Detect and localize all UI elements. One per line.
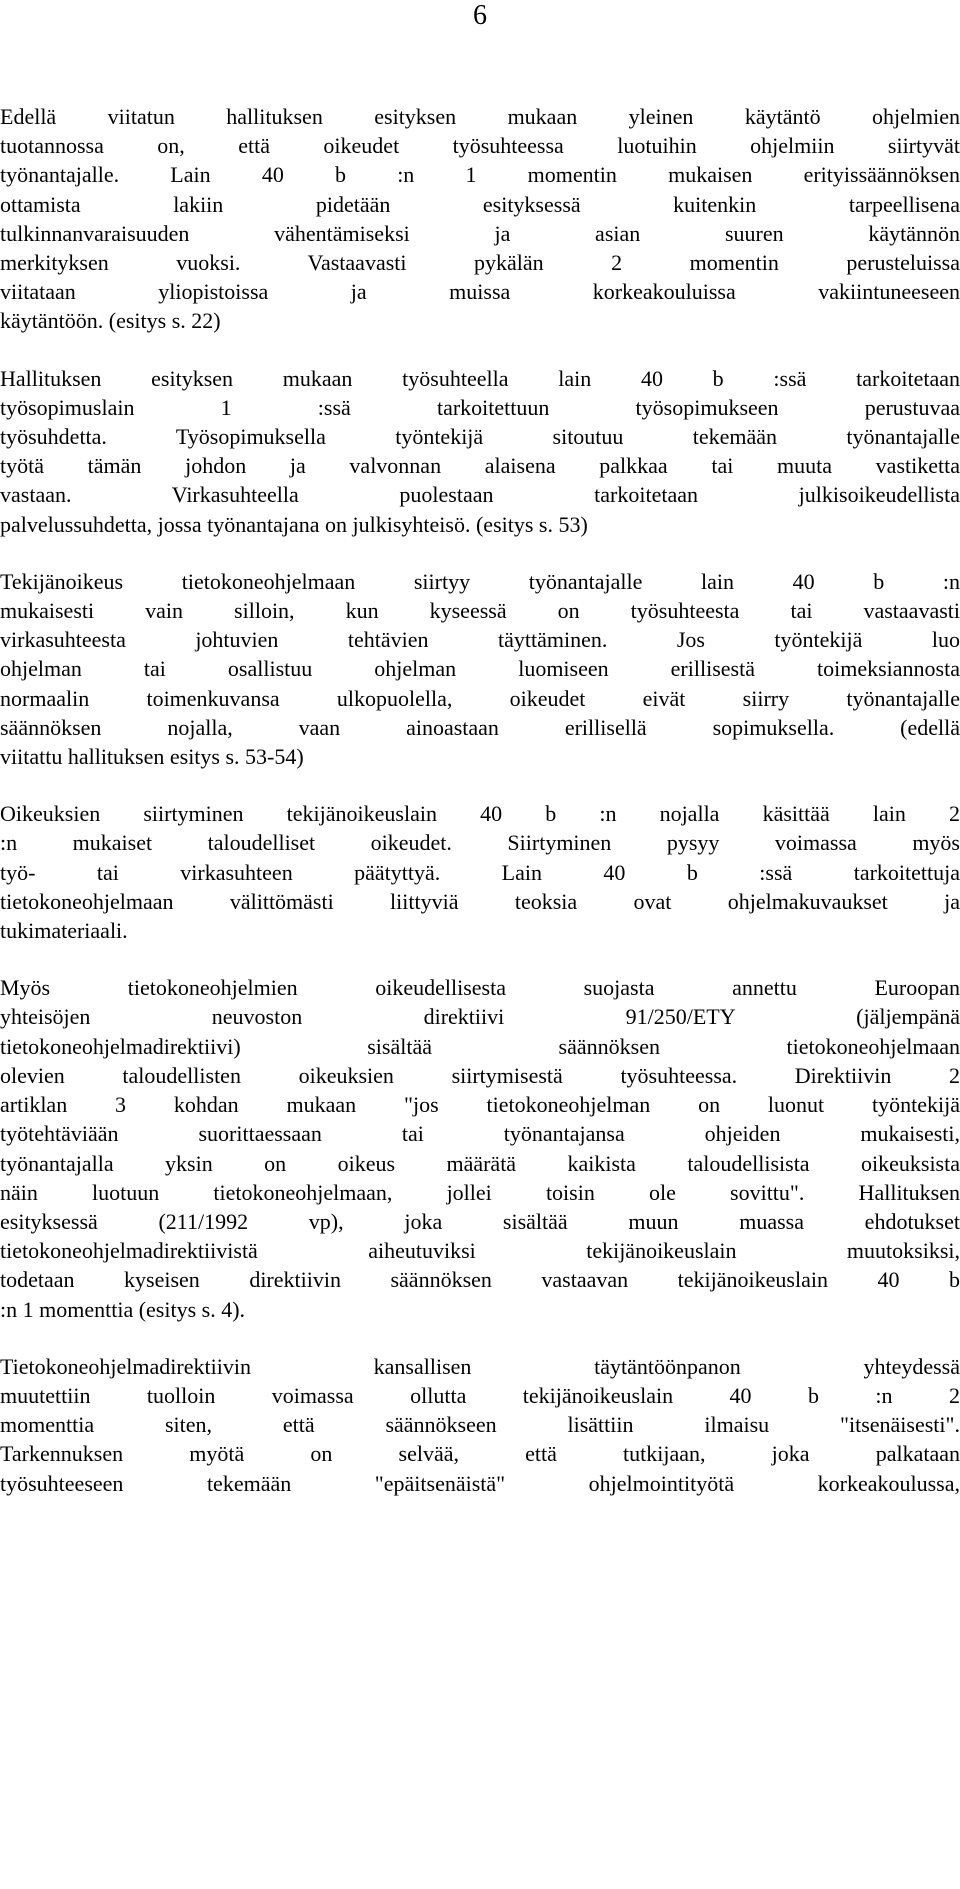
paragraph — [0, 567, 960, 771]
text-line: Hallituksen esityksen mukaan työsuhteella lain 40 b :ssä tarkoitetaan — [0, 365, 960, 391]
paragraph — [0, 1352, 960, 1498]
document-body — [0, 102, 960, 1498]
text-line: mukaisesti vain silloin, kun kyseessä on työsuhteesta tai vastaavasti — [0, 598, 960, 624]
text-line: tulkinnanvaraisuuden vähentämiseksi ja asian suuren käytännön — [0, 220, 960, 246]
text-line: momenttia siten, että säännökseen lisättiin ilmaisu "itsenäisesti". — [0, 1412, 960, 1438]
text-line: työsuhteeseen tekemään "epäitsenäistä" ohjelmointityötä korkeakoulussa, — [0, 1470, 960, 1496]
paragraph — [0, 799, 960, 945]
text-line: työtehtäviään suorittaessaan tai työnantajansa ohjeiden mukaisesti, — [0, 1121, 960, 1147]
text-line: yhteisöjen neuvoston direktiivi 91/250/ETY (jäljempänä — [0, 1004, 960, 1030]
text-line: :n mukaiset taloudelliset oikeudet. Siirtyminen pysyy voimassa myös — [0, 830, 960, 856]
text-line: tukimateriaali. — [0, 918, 128, 944]
text-line: Tarkennuksen myötä on selvää, että tutkijaan, joka palkataan — [0, 1441, 960, 1467]
text-line: tietokoneohjelmadirektiivi) sisältää säännöksen tietokoneohjelmaan — [0, 1033, 960, 1059]
text-line: palvelussuhdetta, jossa työnantajana on julkisyhteisö. (esitys s. 53) — [0, 511, 588, 537]
text-line: olevien taloudellisten oikeuksien siirtymisestä työsuhteessa. Direktiivin 2 — [0, 1062, 960, 1088]
paragraph-gap — [0, 771, 960, 799]
text-line: työsuhdetta. Työsopimuksella työntekijä sitoutuu tekemään työnantajalle — [0, 424, 960, 450]
text-line: tietokoneohjelmaan välittömästi liittyviä teoksia ovat ohjelmakuvaukset ja — [0, 888, 960, 914]
paragraph — [0, 102, 960, 336]
text-line: :n 1 momenttia (esitys s. 4). — [0, 1296, 246, 1322]
text-line: muutettiin tuolloin voimassa ollutta tekijänoikeuslain 40 b :n 2 — [0, 1382, 960, 1408]
paragraph-gap — [0, 336, 960, 364]
text-line: esityksessä (211/1992 vp), joka sisältää muun muassa ehdotukset — [0, 1208, 960, 1234]
text-line: merkityksen vuoksi. Vastaavasti pykälän 2 momentin perusteluissa — [0, 250, 960, 276]
paragraph-gap — [0, 945, 960, 973]
page-number: 6 — [473, 0, 487, 31]
text-line: vastaan. Virkasuhteella puolestaan tarkoitetaan julkisoikeudellista — [0, 482, 960, 508]
text-line: viitattu hallituksen esitys s. 53-54) — [0, 744, 304, 770]
text-line: käytäntöön. (esitys s. 22) — [0, 308, 221, 334]
text-line: todetaan kyseisen direktiivin säännöksen vastaavan tekijänoikeuslain 40 b — [0, 1267, 960, 1293]
text-line: ohjelman tai osallistuu ohjelman luomiseen erillisestä toimeksiannosta — [0, 656, 960, 682]
text-line: ottamista lakiin pidetään esityksessä kuitenkin tarpeellisena — [0, 191, 960, 217]
text-line: näin luotuun tietokoneohjelmaan, jollei toisin ole sovittu". Hallituksen — [0, 1179, 960, 1205]
text-line: työ- tai virkasuhteen päätyttyä. Lain 40 b :ssä tarkoitettuja — [0, 859, 960, 885]
text-line: työtä tämän johdon ja valvonnan alaisena palkkaa tai muuta vastiketta — [0, 453, 960, 479]
text-line: säännöksen nojalla, vaan ainoastaan erillisellä sopimuksella. (edellä — [0, 714, 960, 740]
paragraph-gap — [0, 1324, 960, 1352]
text-line: työsopimuslain 1 :ssä tarkoitettuun työsopimukseen perustuvaa — [0, 394, 960, 420]
text-line: virkasuhteesta johtuvien tehtävien täyttäminen. Jos työntekijä luo — [0, 627, 960, 653]
text-line: työnantajalle. Lain 40 b :n 1 momentin mukaisen erityissäännöksen — [0, 162, 960, 188]
paragraph-gap — [0, 539, 960, 567]
paragraph — [0, 364, 960, 539]
text-line: Edellä viitatun hallituksen esityksen mukaan yleinen käytäntö ohjelmien — [0, 104, 960, 129]
text-line: Tekijänoikeus tietokoneohjelmaan siirtyy työnantajalle lain 40 b :n — [0, 568, 960, 594]
text-line: artiklan 3 kohdan mukaan "jos tietokoneohjelman on luonut työntekijä — [0, 1092, 960, 1118]
text-line: Oikeuksien siirtyminen tekijänoikeuslain 40 b :n nojalla käsittää lain 2 — [0, 801, 960, 827]
paragraph — [0, 973, 960, 1323]
text-line: tietokoneohjelmadirektiivistä aiheutuviksi tekijänoikeuslain muutoksiksi, — [0, 1238, 960, 1264]
text-line: Myös tietokoneohjelmien oikeudellisesta suojasta annettu Euroopan — [0, 975, 960, 1001]
text-line: normaalin toimenkuvansa ulkopuolella, oikeudet eivät siirry työnantajalle — [0, 685, 960, 711]
text-line: viitataan yliopistoissa ja muissa korkeakouluissa vakiintuneeseen — [0, 279, 960, 305]
text-line: työnantajalla yksin on oikeus määrätä kaikista taloudellisista oikeuksista — [0, 1150, 960, 1176]
text-line: Tietokoneohjelmadirektiivin kansallisen täytäntöönpanon yhteydessä — [0, 1353, 960, 1379]
text-line: tuotannossa on, että oikeudet työsuhteessa luotuihin ohjelmiin siirtyvät — [0, 133, 960, 159]
